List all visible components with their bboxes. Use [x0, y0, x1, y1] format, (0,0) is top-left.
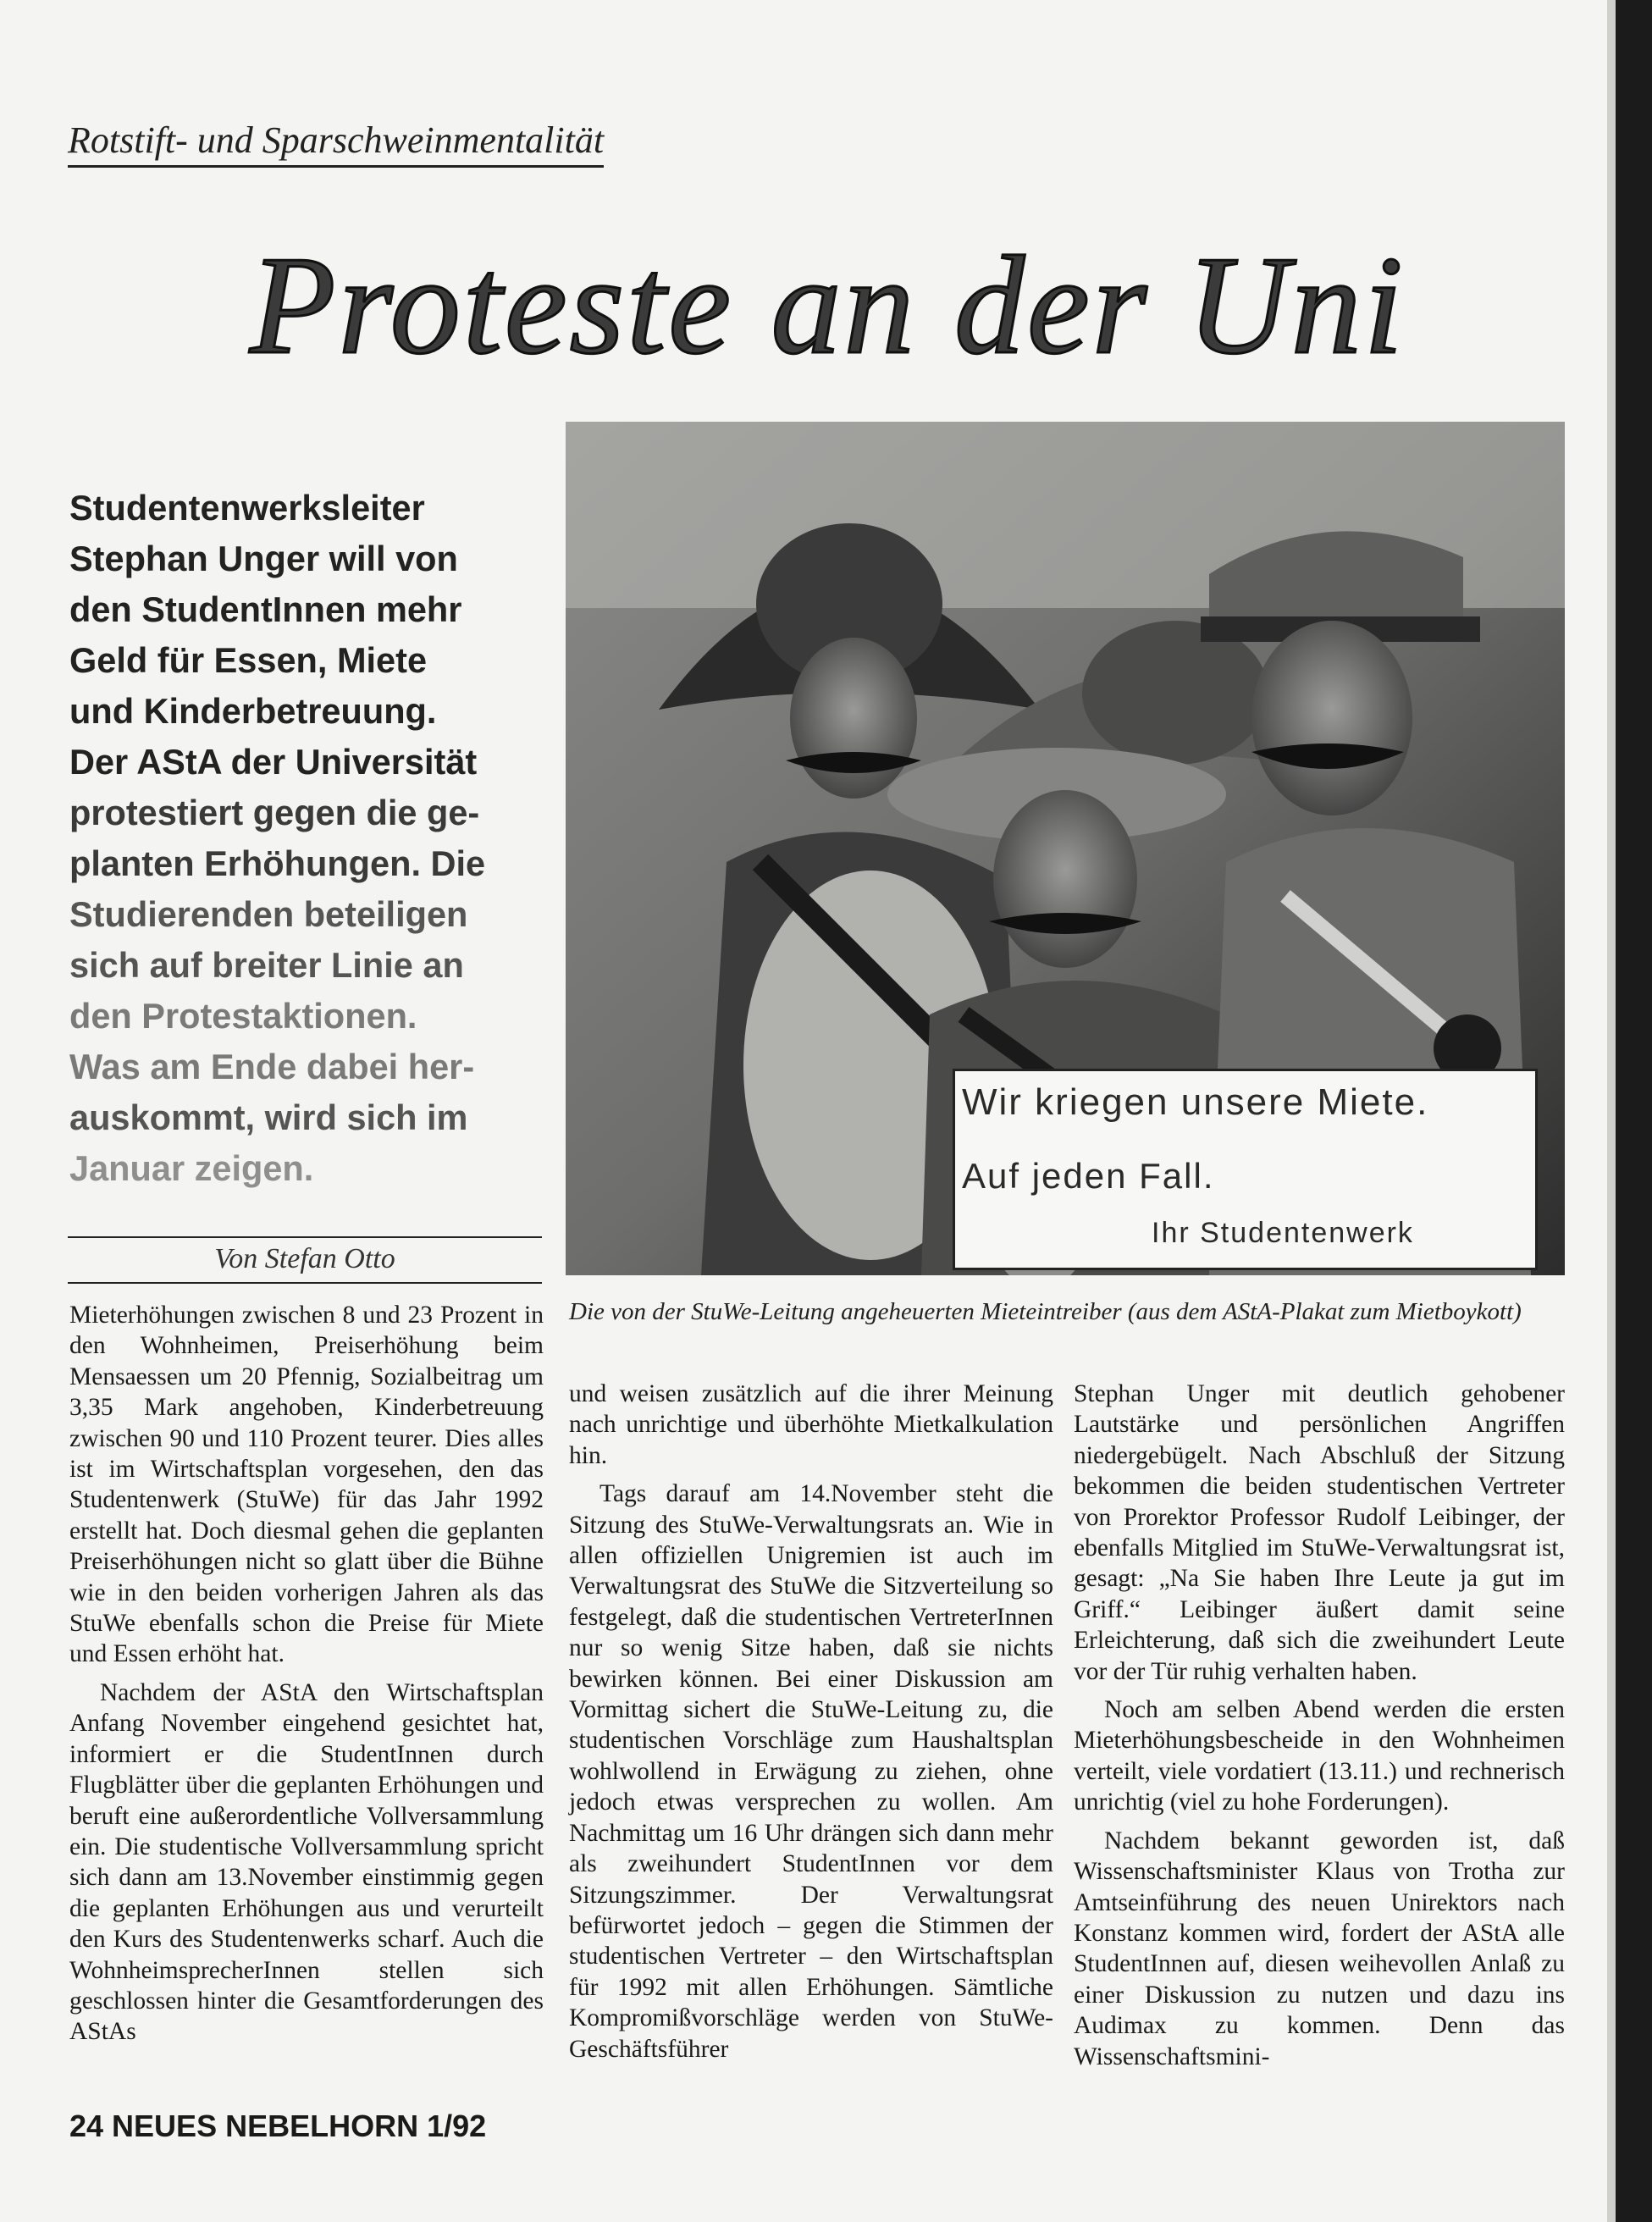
photo-caption: Die von der StuWe-Leitung angeheuerten Mieteintreiber (aus dem AStA-Plakat zum Mietboykott): [569, 1298, 1522, 1325]
poster-caption-box: [953, 1069, 1538, 1270]
page-edge: [1616, 0, 1652, 2222]
paragraph: Nachdem bekannt geworden ist, daß Wissenschaftsminister Klaus von Trotha zur Amtseinführung des neuen Unirektors nach Konstanz kommen wird, fordert der AStA alle StudentInnen auf, diesen weihevollen Anlaß zu einer Diskussion zu nutzen und dazu ins Audimax zu kommen. Denn das Wissenschaftsmini-: [1074, 1827, 1565, 2070]
byline-rule: [68, 1236, 542, 1284]
lead-line: auskommt, wird sich im: [69, 1097, 468, 1137]
paragraph: und weisen zusätzlich auf die ihrer Meinung nach unrichtige und überhöhte Mietkalkulation hin.: [569, 1380, 1053, 1469]
body-column-2: [569, 1379, 1053, 2064]
lead-line: sich auf breiter Linie an: [69, 945, 464, 985]
kicker: Rotstift- und Sparschweinmentalität: [68, 119, 604, 168]
page-edge-shadow: [1607, 0, 1616, 2222]
page-footer: 24 NEUES NEBELHORN 1/92: [69, 2109, 487, 2143]
headline: Proteste an der Uni: [250, 227, 1406, 383]
paragraph: Nachdem der AStA den Wirtschaftsplan Anfang November eingehend gesichtet hat, informiert er die StudentInnen durch Flugblätter über die geplanten Erhöhungen und beruft eine außerordentliche Vollversammlung ein. Die studentische Vollversammlung spricht sich dann am 13.November einstimmig gegen die geplanten Erhöhungen aus und verurteilt den Kurs des Studentenwerks scharf. Auch die WohnheimsprecherInnen stellen sich geschlossen hinter die Gesamtforderungen des AStAs: [69, 1678, 544, 2046]
body-column-3: [1074, 1379, 1565, 2072]
lead-line: den StudentInnen mehr: [69, 589, 462, 629]
lead-paragraph: [69, 483, 544, 1194]
paragraph: Stephan Unger mit deutlich gehobener Lautstärke und persönlichen Angriffen niedergebügelt. Nach Abschluß der Sitzung bekommen die beiden studentischen Vertreter von Prorektor Professor Rudolf Leibinger, der ebenfalls Mitglied im StuWe-Verwaltungsrat ist, gesagt: „Na Sie haben Ihre Leute ja gut im Griff.“ Leibinger äußert damit seine Erleichterung, daß sich die zweihundert Leute vor der Tür ruhig verhalten haben.: [1074, 1380, 1565, 1685]
lead-line: und Kinderbetreuung.: [69, 691, 437, 731]
lead-line: Was am Ende dabei her-: [69, 1047, 475, 1086]
poster-line: Wir kriegen unsere Miete.: [962, 1081, 1429, 1123]
lead-line: Studentenwerksleiter: [69, 488, 425, 528]
lead-line: protestiert gegen die ge-: [69, 793, 480, 832]
lead-line: Der AStA der Universität: [69, 742, 478, 782]
lead-line: Studierenden beteiligen: [69, 894, 468, 934]
paragraph: Mieterhöhungen zwischen 8 und 23 Prozent in den Wohnheimen, Preiserhöhung beim Mensaessen um 20 Pfennig, Sozialbeitrag um 3,35 Mark angehoben, Kinderbetreuung zwischen 90 und 110 Prozent teurer. Dies alles ist im Wirtschaftsplan vorgesehen, den das Studentenwerk (StuWe) für das Jahr 1992 erstellt hat. Doch diesmal gehen die geplanten Preiserhöhungen nicht so glatt über die Bühne wie in den beiden vorherigen Jahren als das StuWe ebenfalls schon die Preise für Miete und Essen erhöht hat.: [69, 1302, 544, 1668]
lead-line: planten Erhöhungen. Die: [69, 843, 486, 883]
poster-line: Auf jeden Fall.: [962, 1156, 1215, 1196]
lead-line: den Protestaktionen.: [69, 996, 417, 1036]
paragraph: Tags darauf am 14.November steht die Sitzung des StuWe-Verwaltungsrats an. Wie in allen offiziellen Unigremien ist auch im Verwaltungsrat des StuWe die Sitzverteilung so festgelegt, daß die studentischen VertreterInnen nur so wenig Sitze haben, daß sie nichts bewirken können. Bei einer Diskussion am Vormittag sichert die StuWe-Leitung zu, die studentischen Vorschläge zum Haushaltsplan wohlwollend in Erwägung zu ziehen, ohne jedoch etwas versprechen zu wollen. Am Nachmittag um 16 Uhr drängen sich dann mehr als zweihundert StudentInnen vor dem Sitzungszimmer. Der Verwaltungsrat befürwortet jedoch – gegen die Stimmen der studentischen Vertreter – den Wirtschaftsplan für 1992 mit allen Erhöhungen. Sämtliche Kompromißvorschläge werden von StuWe-Geschäftsführer: [569, 1480, 1053, 2063]
byline: Von Stefan Otto: [214, 1243, 395, 1274]
poster-signature: Ihr Studentenwerk: [1152, 1217, 1414, 1249]
paragraph: Noch am selben Abend werden die ersten Mieterhöhungsbescheide in den Wohnheimen verteilt, viele vordatiert (13.11.) und rechnerisch unrichtig (viel zu hohe Forderungen).: [1074, 1696, 1565, 1816]
body-column-1: [69, 1300, 544, 2048]
lead-line: Stephan Unger will von: [69, 539, 458, 578]
lead-line: Januar zeigen.: [69, 1148, 314, 1188]
lead-line: Geld für Essen, Miete: [69, 640, 428, 680]
